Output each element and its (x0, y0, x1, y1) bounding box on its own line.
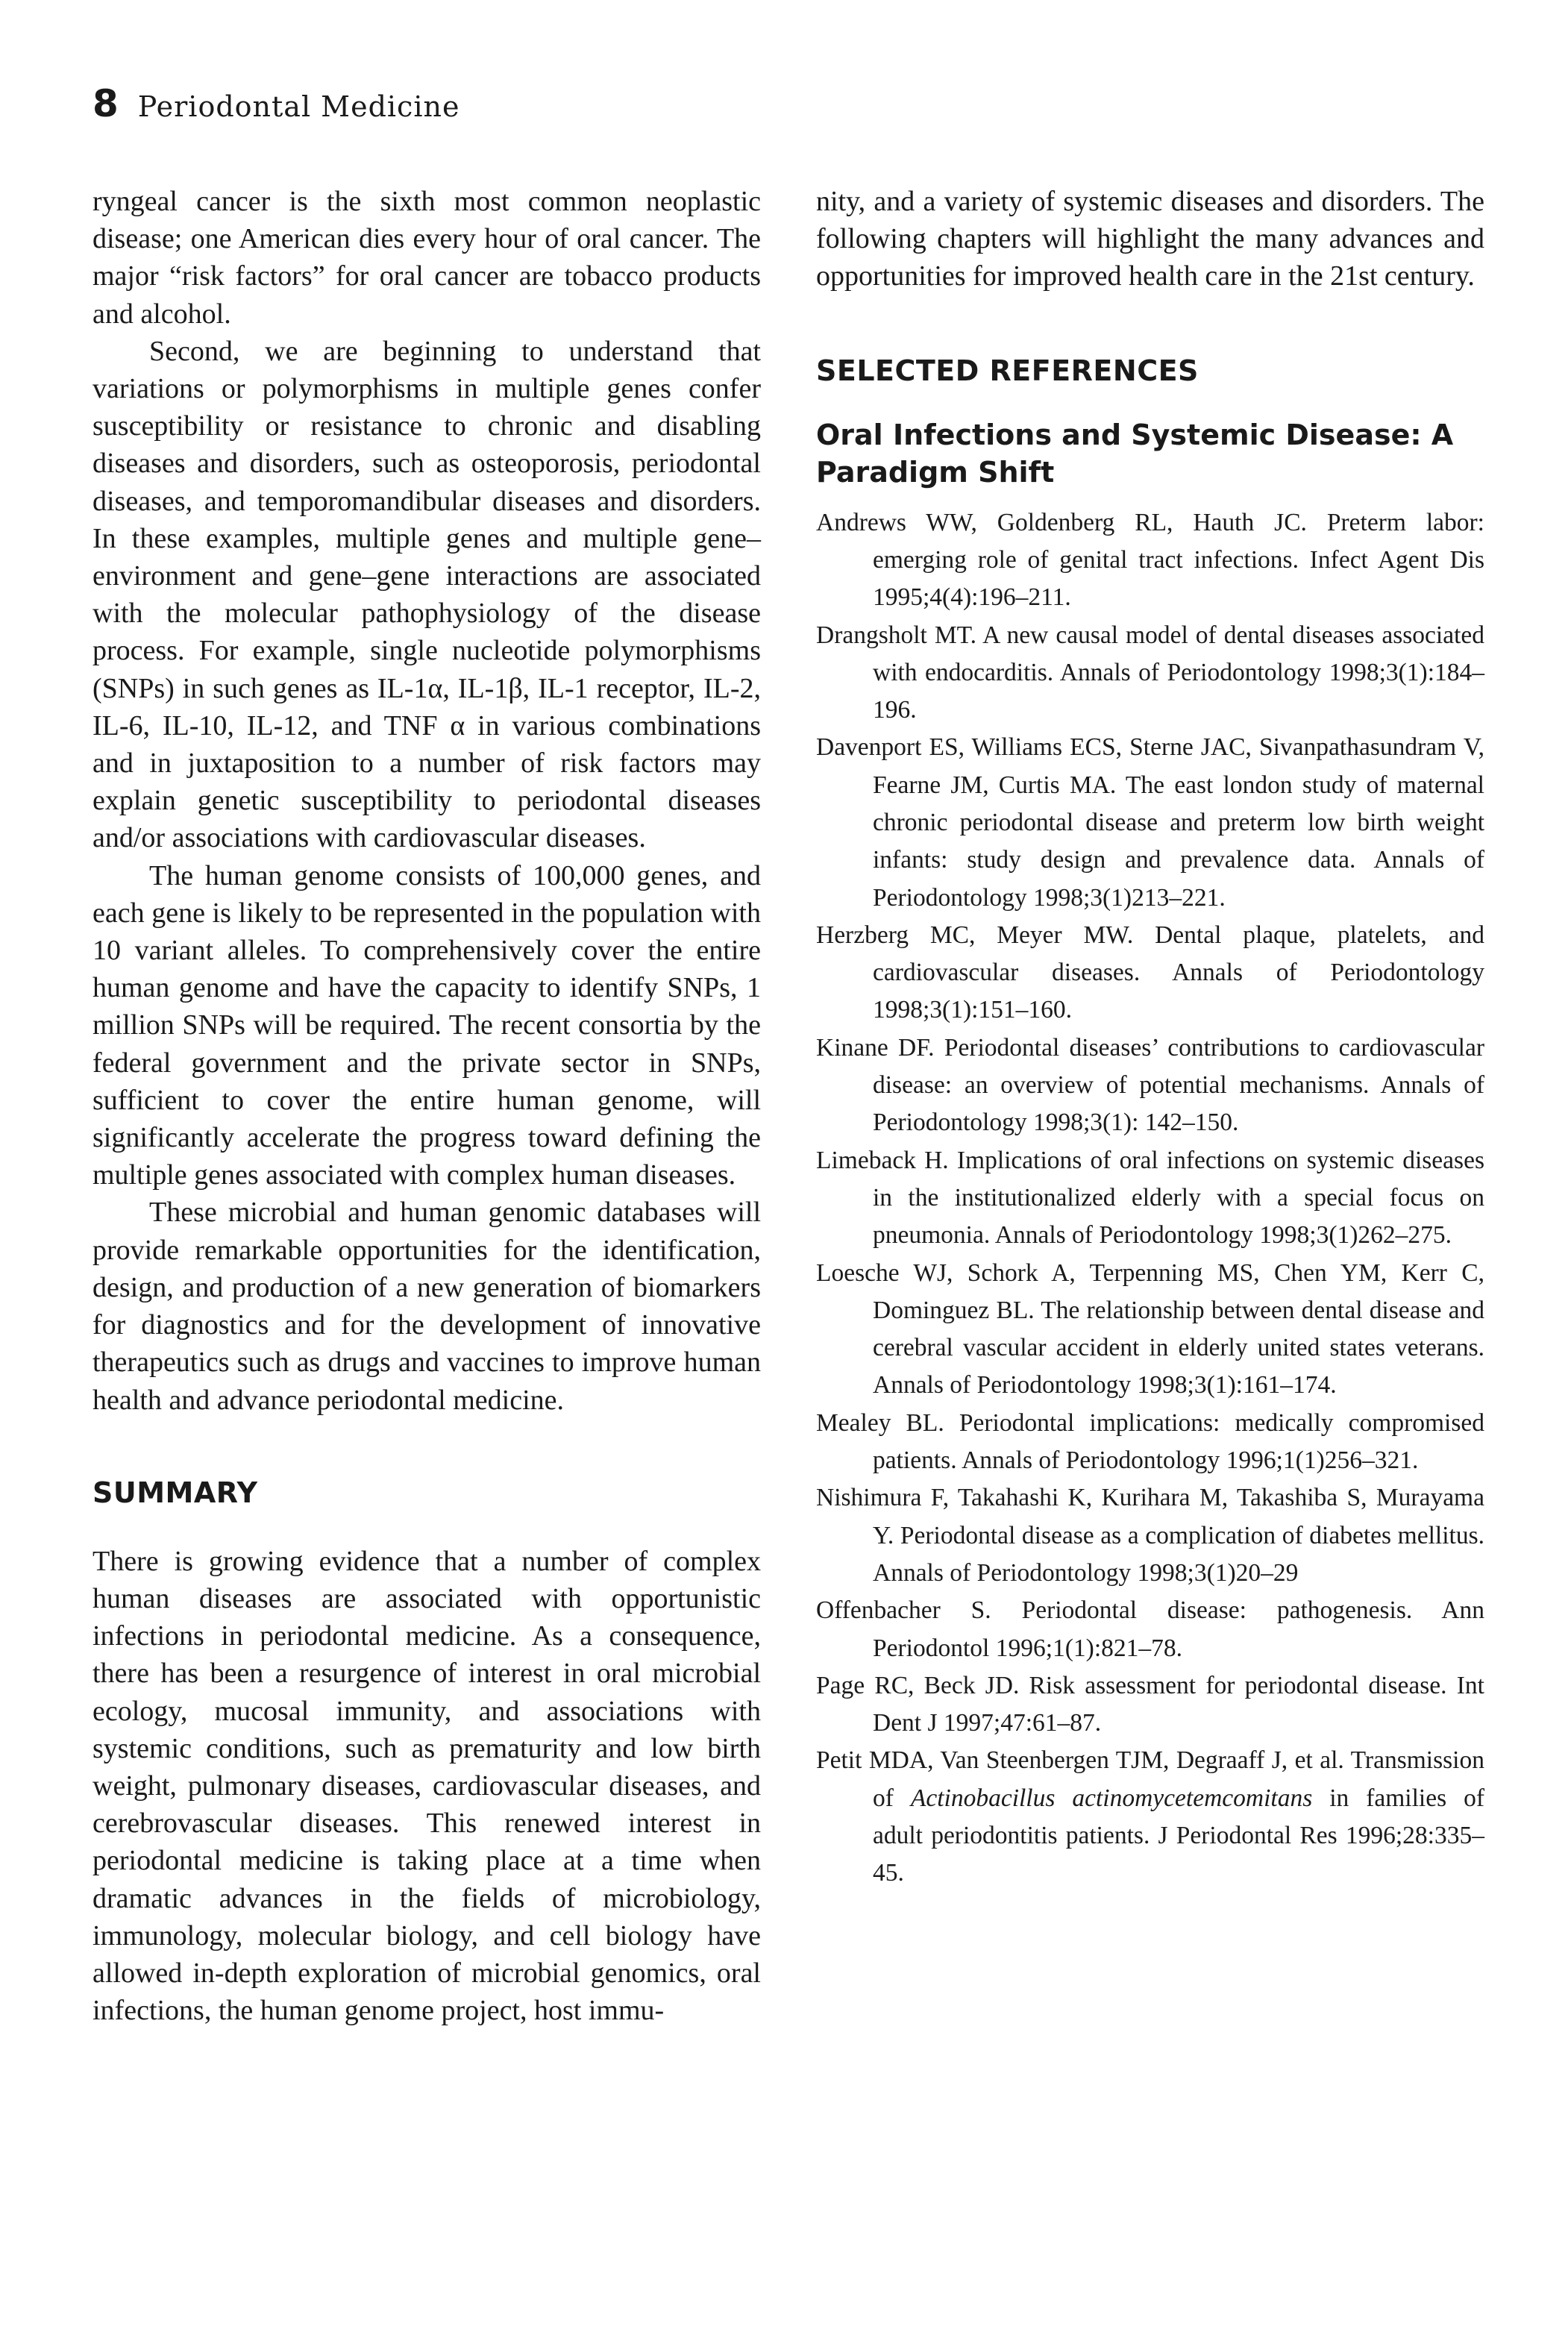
references-heading: SELECTED REFERENCES (816, 354, 1199, 387)
continuation-paragraph: nity, and a variety of systemic diseases and disorders. The following chapters will highlight the many advances and opportunities for improved health care in the 21st century. (816, 186, 1484, 292)
references-subheading: Oral Infections and Systemic Disease: A Paradigm Shift (816, 418, 1454, 489)
running-head: Periodontal Medicine (137, 90, 460, 123)
page-header (92, 82, 460, 125)
reference-text: Petit MDA, Van Steenbergen TJM, Degraaff J, et al. Transmission of (816, 1746, 1484, 1812)
reference-item-last (816, 1742, 1484, 1892)
body-paragraph: ryngeal cancer is the sixth most common neoplastic disease; one American dies every hour of oral cancer. The major “risk factors” for oral cancer are tobacco products and alcohol. (92, 186, 761, 330)
species-name: Actinobacillus actinomycetemcomitans (910, 1784, 1313, 1812)
reference-item: Offenbacher S. Periodontal disease: pathogenesis. Ann Periodontol 1996;1(1):821–78. (816, 1596, 1484, 1662)
reference-item: Limeback H. Implications of oral infections on systemic diseases in the institutionalized elderly with a special focus on pneumonia. Annals of Periodontology 1998;3(1)262–275. (816, 1146, 1484, 1250)
reference-item: Andrews WW, Goldenberg RL, Hauth JC. Preterm labor: emerging role of genital tract infections. Infect Agent Dis 1995;4(4):196–211. (816, 508, 1484, 612)
body-paragraph: The human genome consists of 100,000 genes, and each gene is likely to be represented in the population with 10 variant alleles. To comprehensively cover the entire human genome and have the capacity to identify SNPs, 1 million SNPs will be required. The recent consortia by the federal government and the private sector in SNPs, sufficient to cover the entire human genome, will significantly accelerate the progress toward defining the multiple genes associated with complex human diseases. (92, 859, 761, 1191)
summary-paragraph: There is growing evidence that a number of complex human diseases are associated with opportunistic infections in periodontal medicine. As a consequence, there has been a resurgence of interest in oral microbial ecology, mucosal immunity, and associations with systemic conditions, such as prematurity and low birth weight, pulmonary diseases, cardiovascular diseases, and cerebrovascular diseases. This renewed interest in periodontal medicine is taking place at a time when dramatic advances in the fields of microbiology, immunology, molecular biology, and cell biology have allowed in-depth exploration of microbial genomics, oral infections, the human genome project, host immu- (92, 1545, 761, 2027)
reference-item: Drangsholt MT. A new causal model of dental diseases associated with endocarditis. Annals of Periodontology 1998;3(1):184–196. (816, 621, 1484, 724)
reference-item: Davenport ES, Williams ECS, Sterne JAC, Sivanpathasundram V, Fearne JM, Curtis MA. The east london study of maternal chronic periodontal disease and preterm low birth weight infants: study design and prevalence data. Annals of Periodontology 1998;3(1)213–221. (816, 733, 1484, 912)
reference-text: in families of adult periodontitis patients. J Periodontal Res 1996;28:335–45. (873, 1784, 1485, 1887)
reference-item: Herzberg MC, Meyer MW. Dental plaque, platelets, and cardiovascular diseases. Annals of Periodontology 1998;3(1):151–160. (816, 921, 1484, 1024)
summary-heading: SUMMARY (92, 1476, 258, 1509)
reference-item: Page RC, Beck JD. Risk assessment for periodontal disease. Int Dent J 1997;47:61–87. (816, 1671, 1484, 1737)
left-column (92, 183, 761, 2029)
reference-item: Mealey BL. Periodontal implications: medically compromised patients. Annals of Periodontology 1996;1(1)256–321. (816, 1408, 1484, 1475)
reference-item: Kinane DF. Periodontal diseases’ contributions to cardiovascular disease: an overview of potential mechanisms. Annals of Periodontology 1998;3(1): 142–150. (816, 1033, 1484, 1137)
reference-list (816, 504, 1484, 1893)
reference-item: Nishimura F, Takahashi K, Kurihara M, Takashiba S, Murayama Y. Periodontal disease as a complication of diabetes mellitus. Annals of Periodontology 1998;3(1)20–29 (816, 1484, 1484, 1587)
body-paragraph: These microbial and human genomic databases will provide remarkable opportunities for the identification, design, and production of a new generation of biomarkers for diagnostics and for the development of innovative therapeutics such as drugs and vaccines to improve human health and advance periodontal medicine. (92, 1197, 761, 1416)
right-column (816, 183, 1484, 1893)
reference-item: Loesche WJ, Schork A, Terpenning MS, Chen YM, Kerr C, Dominguez BL. The relationship between dental disease and cerebral vascular accident in elderly united states veterans. Annals of Periodontology 1998;3(1):161–174. (816, 1258, 1484, 1399)
body-paragraph: Second, we are beginning to understand that variations or polymorphisms in multiple genes confer susceptibility or resistance to chronic and disabling diseases and disorders, such as osteoporosis, periodontal diseases, and temporomandibular diseases and disorders. In these examples, multiple genes and multiple gene–environment and gene–gene interactions are associated with the molecular pathophysiology of the disease process. For example, single nucleotide polymorphisms (SNPs) in such genes as IL-1α, IL-1β, IL-1 receptor, IL-2, IL-6, IL-10, IL-12, and TNF α in various combinations and in juxtaposition to a number of risk factors may explain genetic susceptibility to periodontal diseases and/or associations with cardiovascular diseases. (92, 335, 761, 854)
page-number: 8 (92, 82, 119, 125)
